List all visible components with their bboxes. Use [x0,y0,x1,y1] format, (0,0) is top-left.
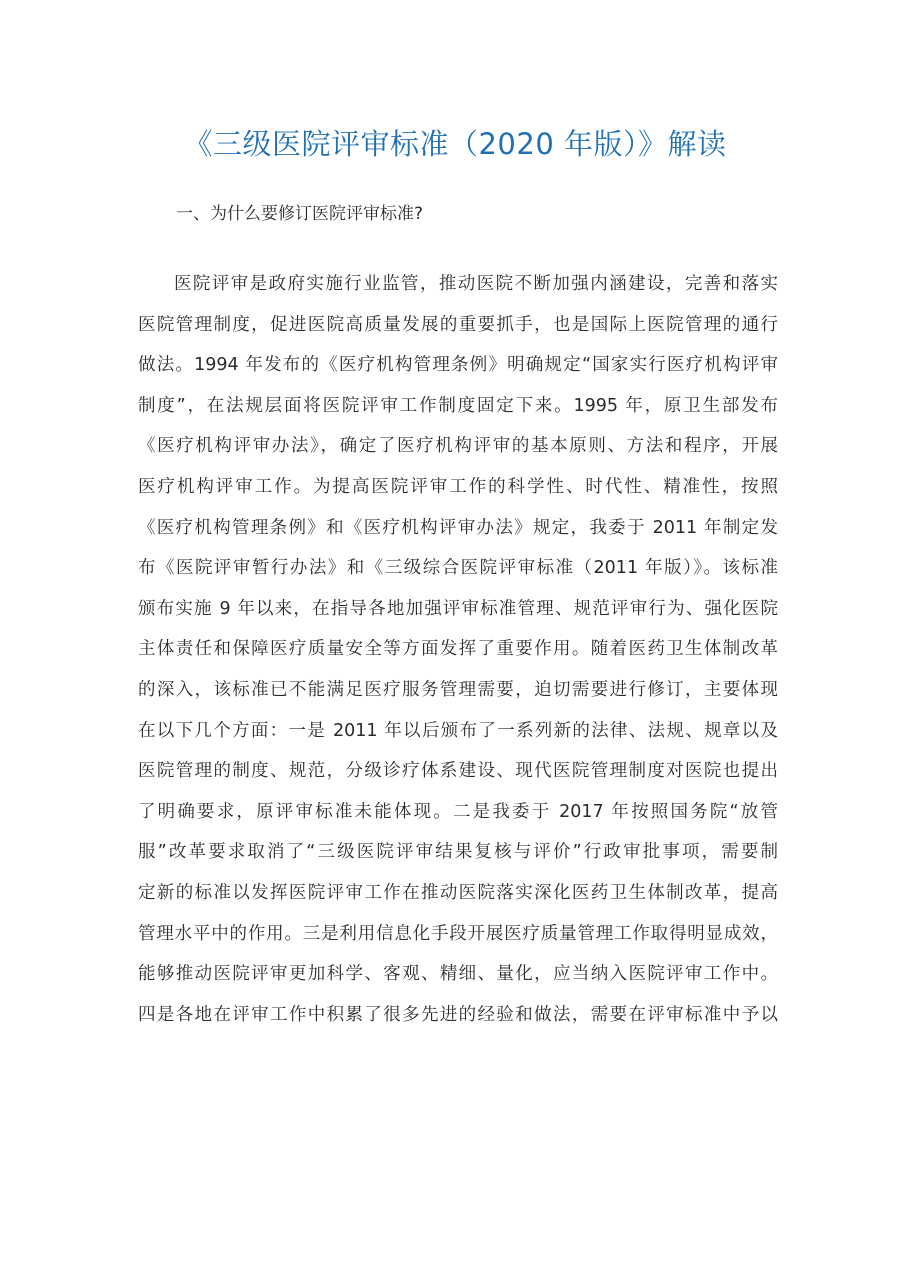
paragraph-line: 了明确要求，原评审标准未能体现。二是我委于 2017 年按照国务院“放管 [138,801,778,822]
paragraph-line: 《医疗机构评审办法》，确定了医疗机构评审的基本原则、方法和程序，开展 [138,436,778,457]
section-heading: 一、为什么要修订医院评审标准? [176,204,424,224]
body-paragraph [138,264,778,1035]
document-title: 《三级医院评审标准（2020 年版）》解读 [183,127,727,161]
paragraph-line: 医院评审是政府实施行业监管，推动医院不断加强内涵建设，完善和落实 [174,274,778,294]
paragraph-line: 医疗机构评审工作。为提高医院评审工作的科学性、时代性、精准性，按照 [138,476,778,497]
paragraph-line: 能够推动医院评审更加科学、客观、精细、量化，应当纳入医院评审工作中。 [138,964,778,985]
paragraph-line: 的深入，该标准已不能满足医疗服务管理需要，迫切需要进行修订，主要体现 [138,679,778,700]
paragraph-line: 服”改革要求取消了“三级医院评审结果复核与评价”行政审批事项，需要制 [138,842,778,863]
paragraph-line: 管理水平中的作用。三是利用信息化手段开展医疗质量管理工作取得明显成效， [138,923,778,944]
paragraph-line: 《医疗机构管理条例》和《医疗机构评审办法》规定，我委于 2011 年制定发 [138,517,778,538]
paragraph-line: 颁布实施 9 年以来，在指导各地加强评审标准管理、规范评审行为、强化医院 [138,598,778,619]
paragraph-line: 定新的标准以发挥医院评审工作在推动医院落实深化医药卫生体制改革，提高 [138,882,778,903]
paragraph-line: 医院管理的制度、规范，分级诊疗体系建设、现代医院管理制度对医院也提出 [138,761,778,782]
paragraph-line: 医院管理制度，促进医院高质量发展的重要抓手，也是国际上医院管理的通行 [138,314,778,335]
paragraph-line: 制度”，在法规层面将医院评审工作制度固定下来。1995 年，原卫生部发布 [138,395,778,416]
paragraph-line: 做法。1994 年发布的《医疗机构管理条例》明确规定“国家实行医疗机构评审 [138,355,778,376]
paragraph-line: 四是各地在评审工作中积累了很多先进的经验和做法，需要在评审标准中予以 [138,1004,778,1025]
paragraph-line: 布《医院评审暂行办法》和《三级综合医院评审标准（2011 年版）》。该标准 [138,558,778,579]
paragraph-line: 主体责任和保障医疗质量安全等方面发挥了重要作用。随着医药卫生体制改革 [138,639,778,660]
paragraph-line: 在以下几个方面：一是 2011 年以后颁布了一系列新的法律、法规、规章以及 [138,720,778,741]
